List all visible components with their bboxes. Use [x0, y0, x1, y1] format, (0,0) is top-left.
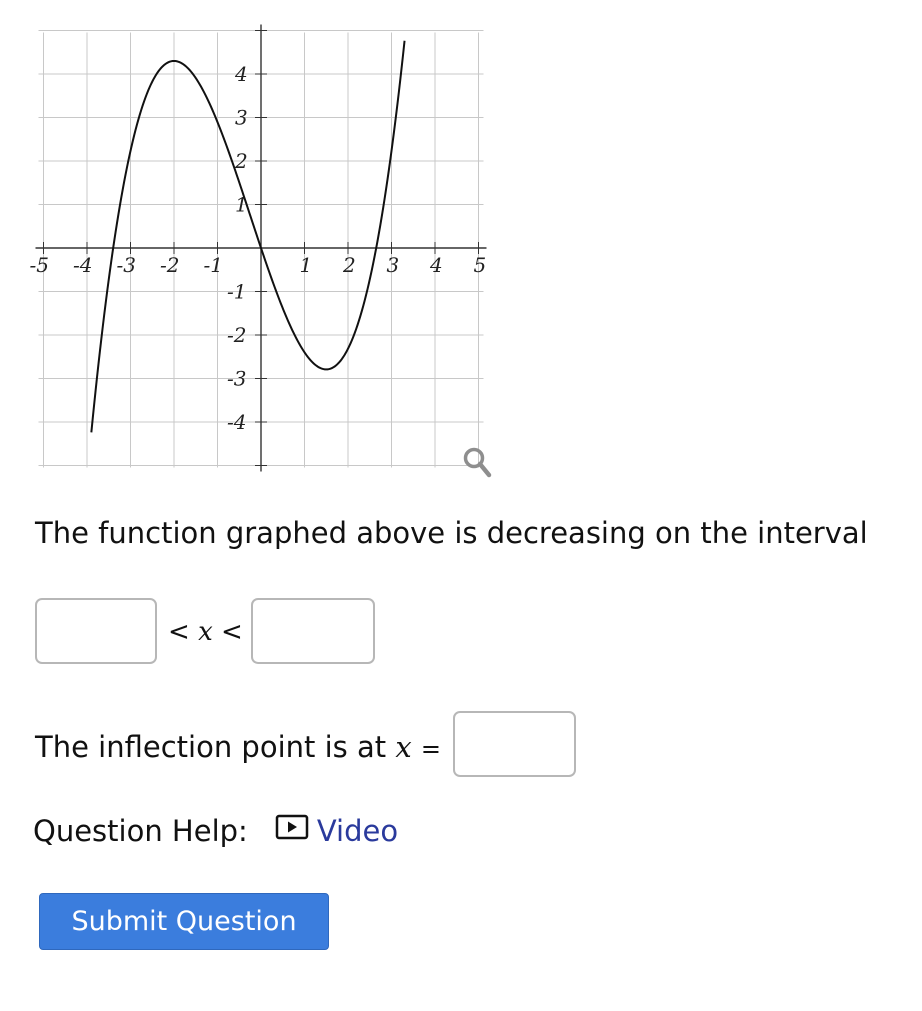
y-tick-label: -1 [227, 279, 247, 304]
inflection-prompt-row [35, 729, 441, 767]
lower-bound-input[interactable] [35, 598, 157, 664]
inflection-equals: = [420, 735, 442, 763]
video-link-label: Video [316, 814, 399, 848]
x-tick-label: -4 [73, 253, 93, 277]
inflection-prompt: The inflection point is at [35, 730, 387, 764]
inequality-expression [168, 617, 243, 647]
function-curve [91, 41, 404, 433]
y-tick-label: -2 [227, 323, 247, 347]
inequality-variable: x [198, 617, 213, 647]
magnifier-handle [480, 464, 489, 475]
x-tick-label: -3 [116, 253, 136, 277]
question-help-row [33, 812, 398, 850]
question-prompt: The function graphed above is decreasing on the interval [35, 516, 868, 550]
y-tick-label: -3 [227, 366, 247, 391]
x-tick-label: -2 [160, 253, 180, 277]
x-tick-label: 2 [343, 253, 356, 277]
inflection-point-input[interactable] [453, 711, 576, 777]
x-tick-label: -5 [29, 253, 49, 277]
x-tick-label: 3 [386, 253, 400, 277]
graph-svg [20, 10, 500, 480]
y-tick-label: 4 [235, 62, 248, 86]
x-tick-label: -1 [203, 253, 223, 277]
inequality-op-right: < [221, 617, 243, 647]
inflection-variable: x [395, 730, 412, 764]
magnifier-icon[interactable] [466, 450, 490, 476]
y-tick-label: -4 [227, 410, 247, 434]
x-tick-label: 5 [473, 253, 487, 277]
y-tick-label: 3 [235, 105, 248, 130]
video-help-link[interactable] [275, 812, 398, 850]
question-help-label: Question Help: [33, 814, 248, 848]
function-graph [20, 10, 500, 480]
play-icon [275, 812, 309, 850]
submit-question-button[interactable]: Submit Question [39, 893, 329, 950]
y-tick-label: 1 [235, 192, 248, 217]
x-tick-label: 4 [430, 253, 443, 277]
upper-bound-input[interactable] [251, 598, 375, 664]
inequality-op-left: < [168, 617, 190, 647]
x-tick-label: 1 [299, 253, 313, 277]
y-tick-label: 2 [235, 149, 248, 173]
